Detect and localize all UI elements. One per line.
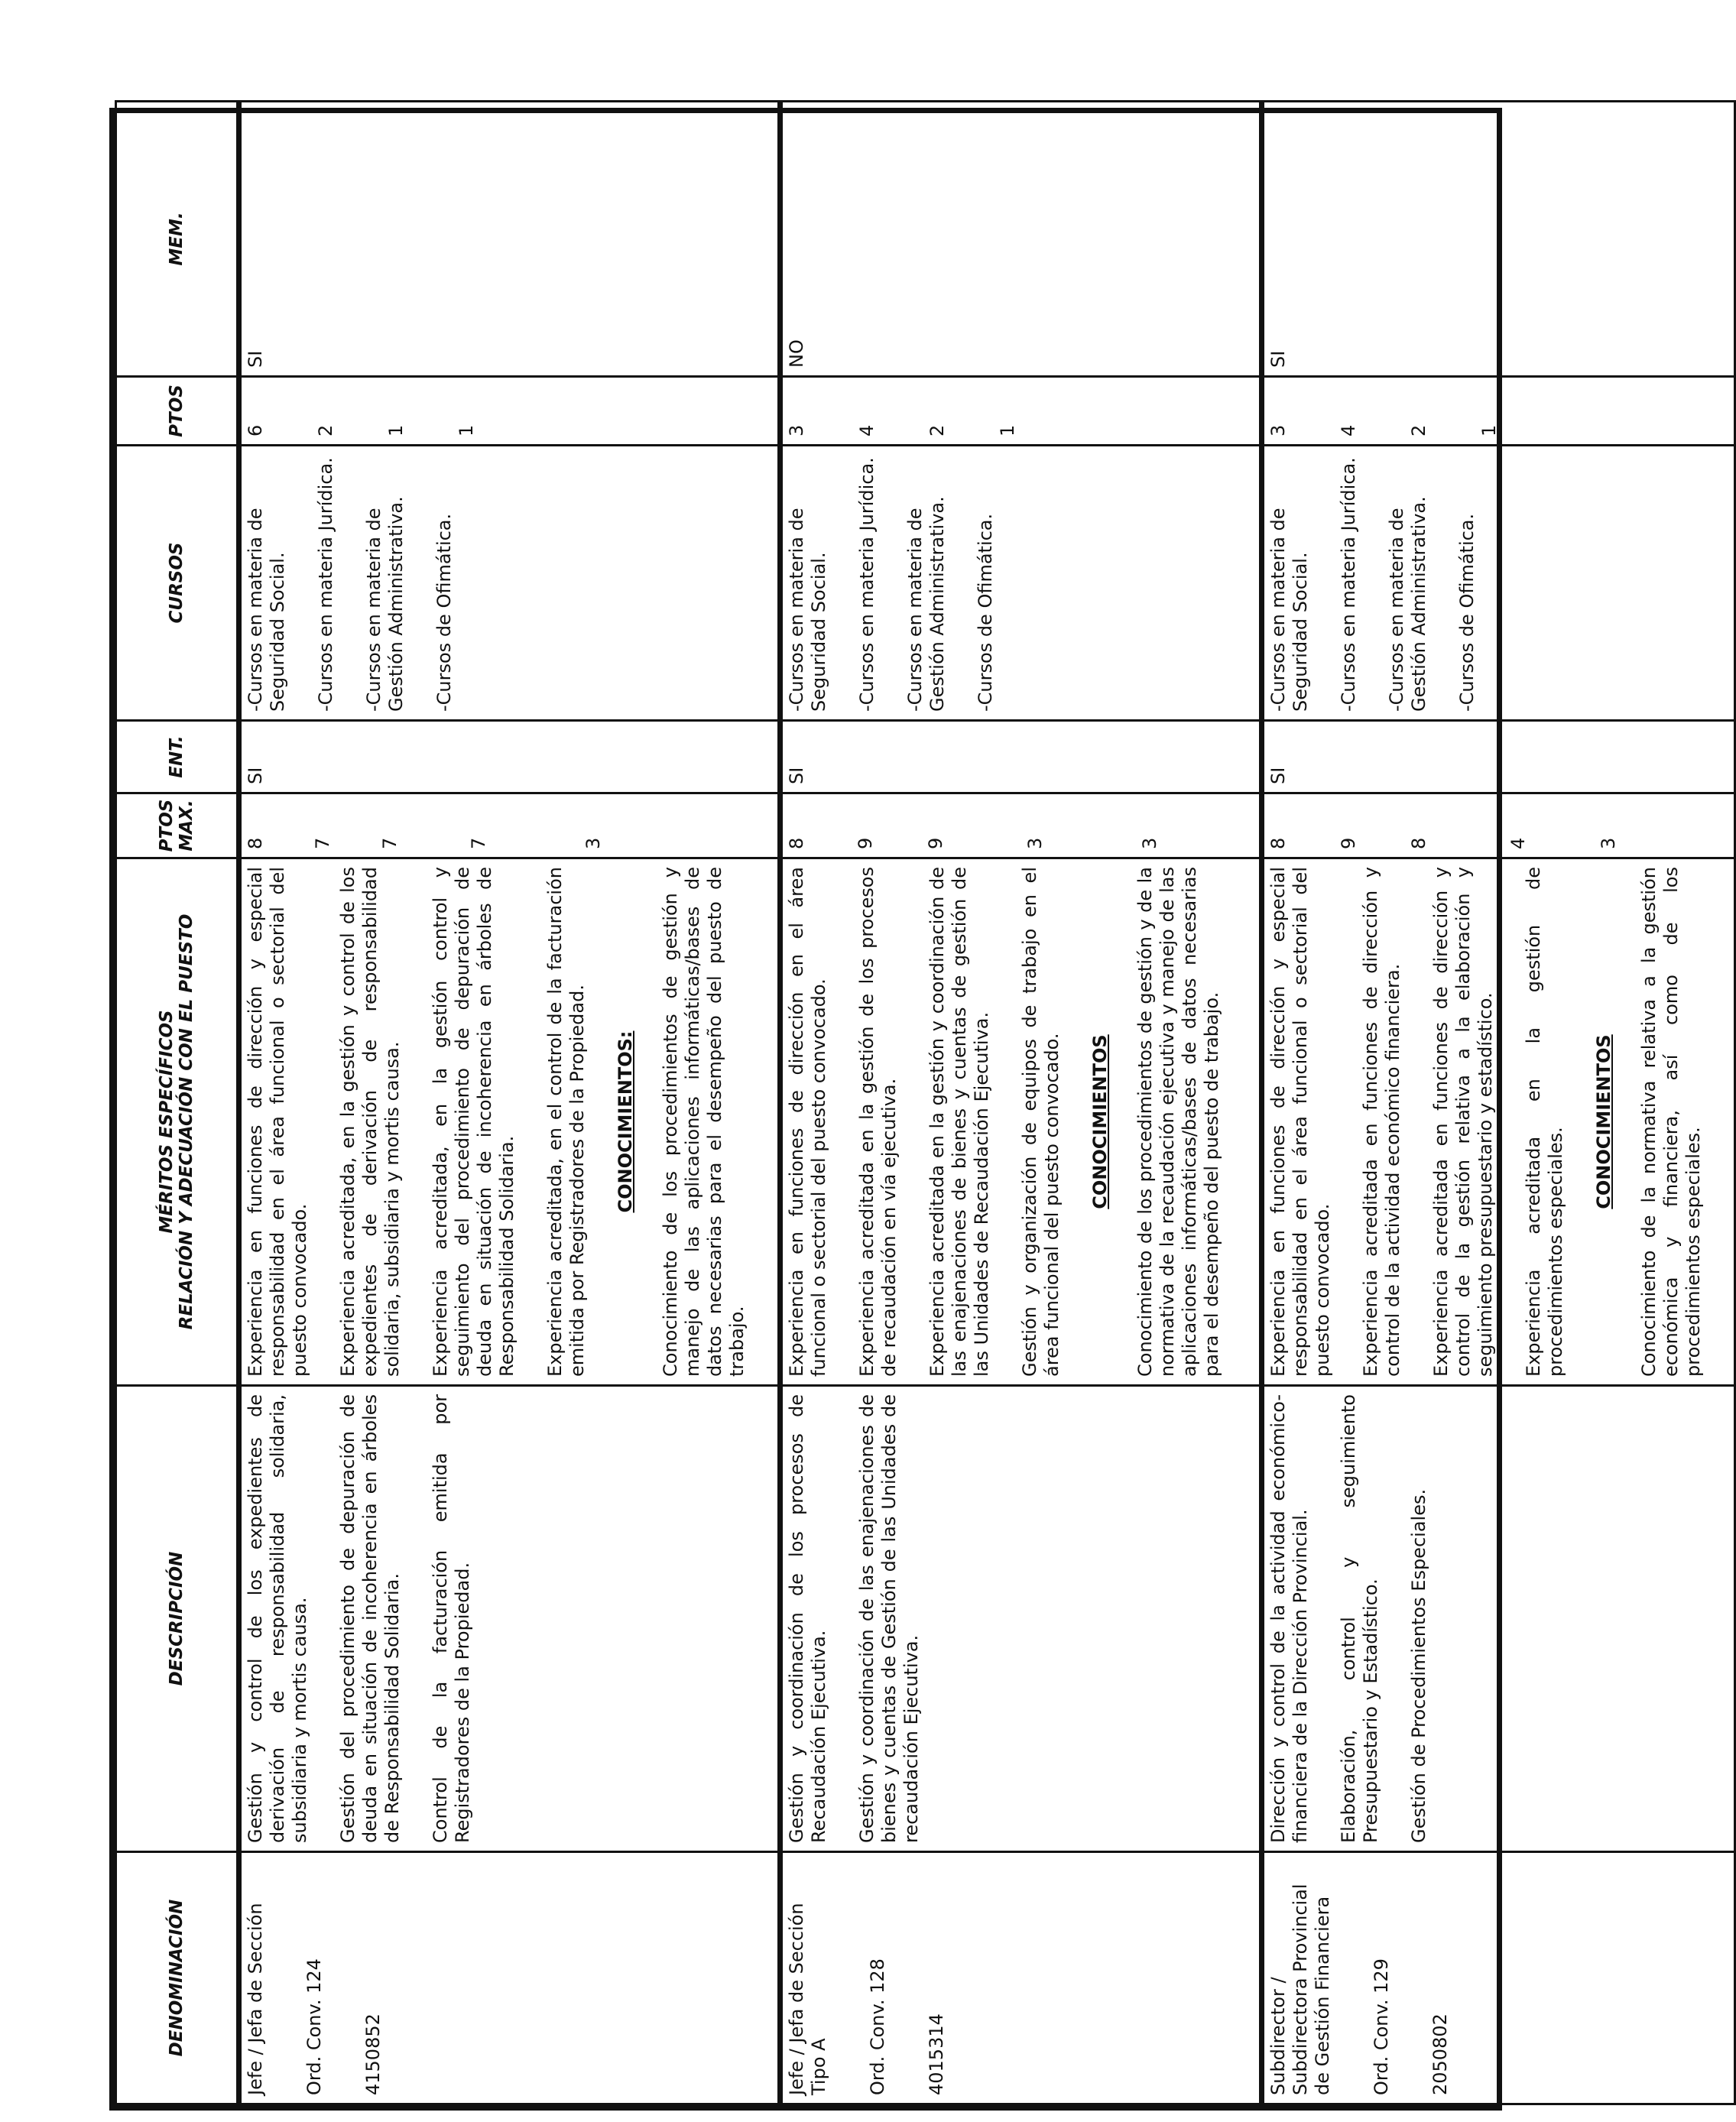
points-max: 8	[1408, 837, 1429, 849]
header-denominacion: DENOMINACIÓN	[116, 1852, 239, 2104]
meritos-cell	[1262, 858, 1735, 1386]
course-points: 6	[245, 424, 266, 436]
points-max: 9	[855, 837, 876, 849]
knowledge-text: Conocimiento de los procedimientos de gestión y de la normativa de la recaudación ejecutiva y manejo de las aplicaciones informáticas/bases de datos necesarias para el desempeño del puesto de trabajo.	[1134, 867, 1222, 1377]
header-meritos	[116, 858, 239, 1386]
merit-item: Experiencia acreditada, en la gestión control y seguimiento del procedimiento de depuración de deuda en situación de incoherencia en árboles de Responsabilidad Solidaria.	[430, 867, 518, 1377]
rotated-document-page	[109, 108, 1704, 2111]
points-max: 8	[786, 837, 807, 849]
desc-item: Gestión y coordinación de las enajenaciones de bienes y cuentas de Gestión de las Unidades de recaudación Ejecutiva.	[856, 1394, 922, 1843]
points-max: 9	[925, 837, 946, 849]
course-points: 2	[1408, 424, 1429, 436]
points-max: 4	[1507, 837, 1529, 849]
descripcion-cell	[780, 1386, 1262, 1852]
merit-item: Gestión y organización de equipos de trabajo en el área funcional del puesto convocado.	[1019, 867, 1063, 1377]
denominacion-cell	[1262, 1852, 1735, 2104]
ptos-cell	[239, 377, 780, 446]
course-points: 2	[315, 424, 336, 436]
points-max: 8	[1267, 837, 1289, 849]
course-item: -Cursos de Ofimática.	[1456, 513, 1478, 712]
cursos-cell	[239, 446, 780, 721]
points-max: 3	[1598, 837, 1619, 849]
header-ptos: PTOS	[116, 377, 239, 446]
meritos-cell	[239, 858, 780, 1386]
merit-item: Experiencia acreditada, en el control de la facturación emitida por Registradores de la Propiedad.	[544, 867, 588, 1377]
course-item: -Cursos en materia de Seguridad Social.	[786, 508, 829, 712]
meritos-cell	[780, 858, 1262, 1386]
header-mem: MEM.	[116, 102, 239, 377]
knowledge-title: CONOCIMIENTOS:	[615, 1030, 636, 1213]
position-code: 4150852	[362, 2013, 384, 2095]
table-row	[780, 102, 1262, 2104]
ent-cell: SI	[780, 721, 1262, 793]
knowledge-text: Conocimiento de la normativa relativa a la gestión económica y financiera, así como de los procedimientos especiales.	[1638, 867, 1704, 1377]
ptos-cell	[780, 377, 1262, 446]
header-ent: ENT.	[116, 721, 239, 793]
knowledge-title: CONOCIMIENTOS	[1593, 1034, 1614, 1209]
cursos-cell	[1262, 446, 1735, 721]
desc-item: Gestión y coordinación de los procesos de Recaudación Ejecutiva.	[786, 1394, 829, 1843]
header-meritos-line1: MÉRITOS ESPECÍFICOS	[157, 1010, 177, 1234]
position-code: 2050802	[1429, 2013, 1451, 2095]
table-row	[239, 102, 780, 2104]
merit-item: Experiencia acreditada en la gestión de procedimientos especiales.	[1523, 867, 1566, 1377]
position-name: Subdirector / Subdirectora Provincial de Gestión Financiera	[1267, 1884, 1333, 2095]
mem-cell: SI	[1262, 102, 1735, 377]
header-descripcion: DESCRIPCIÓN	[116, 1386, 239, 1852]
position-name: Jefe / Jefa de Sección	[245, 1903, 266, 2095]
course-points: 1	[456, 424, 477, 436]
points-max: 3	[1139, 837, 1160, 849]
course-points: 3	[1267, 424, 1289, 436]
points-max: 7	[468, 837, 489, 849]
ord-conv: Ord. Conv. 124	[303, 1958, 325, 2095]
course-item: -Cursos de Ofimática.	[975, 513, 996, 712]
desc-item: Control de la facturación emitida por Registradores de la Propiedad.	[430, 1394, 473, 1843]
course-points: 4	[856, 424, 878, 436]
course-item: -Cursos en materia de Gestión Administrativa.	[1386, 496, 1429, 712]
ord-conv: Ord. Conv. 128	[867, 1958, 888, 2095]
merit-item: Experiencia en funciones de dirección y especial responsabilidad en el área funcional o sectorial del puesto convocado.	[1267, 867, 1333, 1377]
ptos-cell	[1262, 377, 1735, 446]
points-max: 7	[312, 837, 333, 849]
mem-cell: SI	[239, 102, 780, 377]
course-item: -Cursos en materia de Gestión Administrativa.	[363, 496, 407, 712]
mem-cell: NO	[780, 102, 1262, 377]
course-points: 3	[786, 424, 807, 436]
merit-item: Experiencia acreditada, en la gestión y control de los expedientes de derivación de responsabilidad solidaria, subsidiaria y mortis causa.	[337, 867, 403, 1377]
desc-item: Elaboración, control y seguimiento Presupuestario y Estadístico.	[1338, 1394, 1381, 1843]
position-code: 4015314	[926, 2013, 947, 2095]
merit-item: Experiencia en funciones de dirección y especial responsabilidad en el área funcional o sectorial del puesto convocado.	[245, 867, 310, 1377]
header-row	[116, 102, 239, 2104]
ptos-max-cell	[1262, 793, 1735, 858]
ptos-max-cell	[239, 793, 780, 858]
desc-item: Gestión de Procedimientos Especiales.	[1408, 1488, 1429, 1843]
course-item: -Cursos en materia de Seguridad Social.	[245, 508, 288, 712]
ord-conv: Ord. Conv. 129	[1371, 1958, 1392, 2095]
header-cursos: CURSOS	[116, 446, 239, 721]
denominacion-cell	[780, 1852, 1262, 2104]
points-max: 3	[1024, 837, 1046, 849]
denominacion-cell	[239, 1852, 780, 2104]
points-max: 8	[245, 837, 266, 849]
points-max: 7	[379, 837, 401, 849]
points-max: 3	[582, 837, 604, 849]
ptos-max-cell	[780, 793, 1262, 858]
course-item: -Cursos en materia de Gestión Administrativa.	[904, 496, 948, 712]
knowledge-title: CONOCIMIENTOS	[1089, 1034, 1111, 1209]
course-item: -Cursos en materia de Seguridad Social.	[1267, 508, 1311, 712]
course-item: -Cursos de Ofimática.	[433, 513, 455, 712]
merit-item: Experiencia acreditada en funciones de dirección y control de la actividad económico financiera.	[1360, 867, 1403, 1377]
desc-item: Dirección y control de la actividad económico-financiera de la Dirección Provincial.	[1267, 1394, 1311, 1843]
merit-item: Experiencia en funciones de dirección en el área funcional o sectorial del puesto convocado.	[786, 867, 829, 1377]
header-ptos-max-line2: MAX.	[177, 800, 196, 852]
descripcion-cell	[239, 1386, 780, 1852]
position-name: Jefe / Jefa de Sección Tipo A	[786, 1903, 829, 2095]
ent-cell: SI	[1262, 721, 1735, 793]
desc-item: Gestión y control de los expedientes de derivación de responsabilidad solidaria, subsidiaria y mortis causa.	[245, 1394, 310, 1843]
knowledge-text: Conocimiento de los procedimientos de gestión y manejo de las aplicaciones informáticas/bases de datos necesarias para el desempeño del puesto de trabajo.	[660, 867, 748, 1377]
course-points: 1	[997, 424, 1018, 436]
course-item: -Cursos en materia Jurídica.	[856, 457, 878, 712]
course-item: -Cursos en materia Jurídica.	[315, 457, 336, 712]
course-item: -Cursos en materia Jurídica.	[1338, 457, 1359, 712]
ent-cell: SI	[239, 721, 780, 793]
header-ptos-max-line1: PTOS	[157, 799, 177, 852]
course-points: 1	[1478, 424, 1500, 436]
course-points: 4	[1338, 424, 1359, 436]
points-max: 9	[1338, 837, 1359, 849]
descripcion-cell	[1262, 1386, 1735, 1852]
course-points: 1	[385, 424, 407, 436]
course-points: 2	[926, 424, 948, 436]
merit-item: Experiencia acreditada en la gestión y coordinación de las enajenaciones de bienes y cuentas de gestión de las Unidades de Recaudación Ejecutiva.	[926, 867, 992, 1377]
header-meritos-line2: RELACIÓN Y ADECUACIÓN CON EL PUESTO	[177, 913, 196, 1330]
merit-item: Experiencia acreditada en funciones de dirección y control de la gestión relativa a la elaboración y seguimiento presupuestario y estadístico.	[1430, 867, 1496, 1377]
header-ptos-max	[116, 793, 239, 858]
merit-item: Experiencia acreditada en la gestión de los procesos de recaudación en vía ejecutiva.	[856, 867, 900, 1377]
positions-table	[115, 100, 1736, 2105]
desc-item: Gestión del procedimiento de depuración de deuda en situación de incoherencia en árboles de Responsabilidad Solidaria.	[337, 1394, 403, 1843]
cursos-cell	[780, 446, 1262, 721]
table-row	[1262, 102, 1735, 2104]
